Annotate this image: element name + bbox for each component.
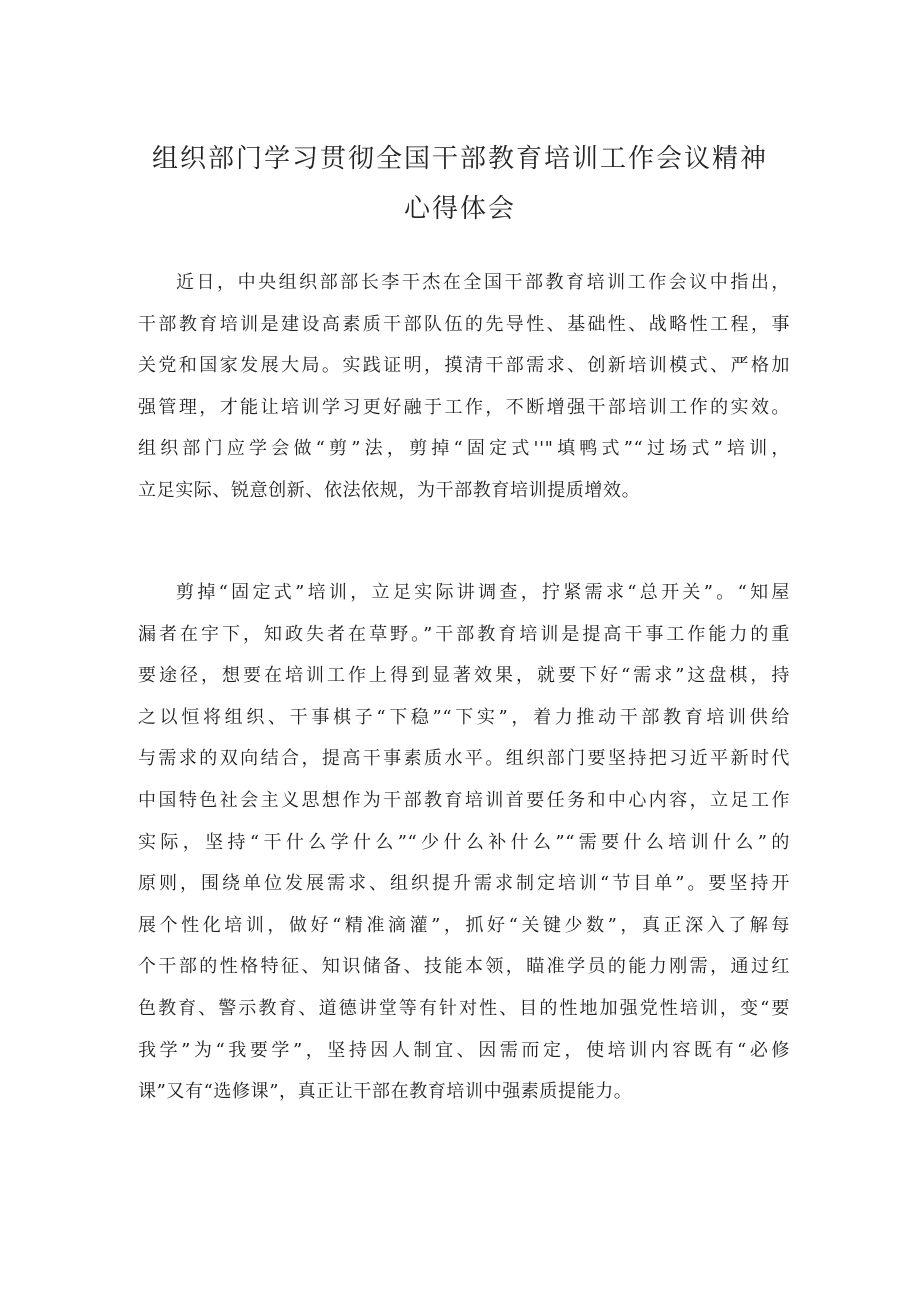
paragraph-line: 干部教育培训是建设高素质干部队伍的先导性、基础性、战略性工程，事 [138,313,790,335]
paragraph-2 [138,572,790,1113]
document-title-line-1: 组织部门学习贯彻全国干部教育培训工作会议精神 [151,144,768,174]
paragraph-line: 我学”为“我要学”，坚持因人制宜、因需而定，使培训内容既有“必修 [138,1039,790,1061]
paragraph-line: 与需求的双向结合，提高干事素质水平。组织部门要坚持把习近平新时代 [138,748,790,770]
paragraph-line: 漏者在宇下，知政失者在草野。”干部教育培训是提高干事工作能力的重 [138,623,790,645]
paragraph-line: 个干部的性格特征、知识储备、技能本领，瞄准学员的能力刚需，通过红 [138,956,790,978]
paragraph-line: 课”又有“选修课”，真正让干部在教育培训中强素质提能力。 [138,1081,633,1103]
paragraph-line: 关党和国家发展大局。实践证明，摸清干部需求、创新培训模式、严格加 [138,355,790,377]
paragraph-line: 要途径，想要在培训工作上得到显著效果，就要下好“需求”这盘棋，持 [138,665,790,687]
paragraph-line: 色教育、警示教育、道德讲堂等有针对性、目的性地加强党性培训，变“要 [138,997,790,1019]
paragraph-line: 立足实际、锐意创新、依法依规，为干部教育培训提质增效。 [138,479,641,501]
paragraph-line: 展个性化培训，做好“精准滴灌”，抓好“关键少数”，真正深入了解每 [138,914,790,936]
paragraph-line: 之以恒将组织、干事棋子“下稳”“下实”，着力推动干部教育培训供给 [138,706,790,728]
paragraph-line: 实际，坚持“干什么学什么”“少什么补什么”“需要什么培训什么”的 [138,831,790,853]
paragraph-line: 近日，中央组织部部长李干杰在全国干部教育培训工作会议中指出， [176,272,790,293]
paragraph-line: 中国特色社会主义思想作为干部教育培训首要任务和中心内容，立足工作 [138,789,790,811]
paragraph-line: 剪掉“固定式”培训，立足实际讲调查，拧紧需求“总开关”。“知屋 [176,582,790,603]
paragraph-line: 组织部门应学会做“剪”法，剪掉“固定式''"填鸭式”“过场式”培训， [138,438,790,460]
paragraph-1 [138,262,790,512]
paragraph-line: 原则，围绕单位发展需求、组织提升需求制定培训“节目单”。要坚持开 [138,873,790,895]
paragraph-line: 强管理，才能让培训学习更好融于工作，不断增强干部培训工作的实效。 [138,396,790,418]
document-title-line-2: 心得体会 [403,194,516,224]
